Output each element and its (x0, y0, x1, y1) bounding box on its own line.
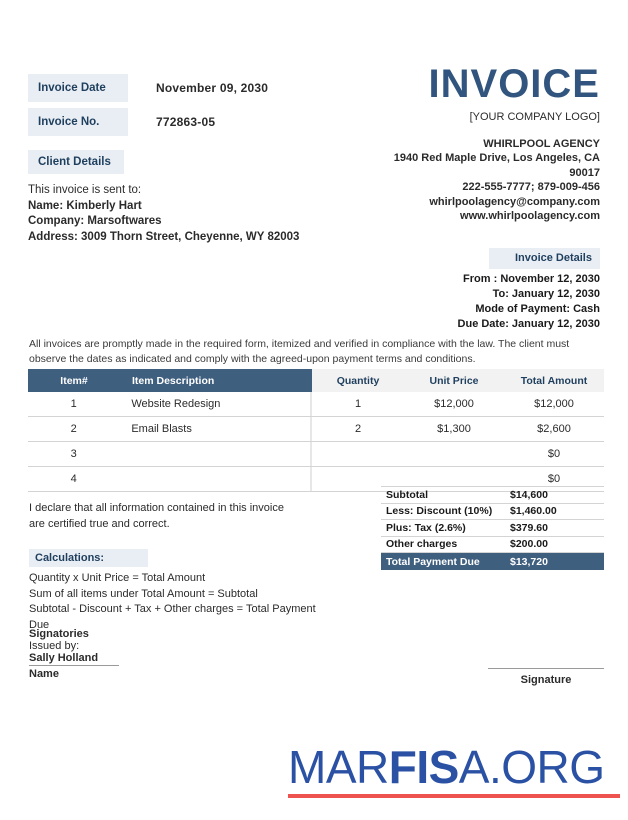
signatories-block (29, 628, 289, 680)
cell-item-number: 4 (70, 473, 77, 485)
company-info-block (330, 110, 600, 224)
items-table (28, 369, 604, 492)
totals-row-total-payment-due (381, 553, 604, 570)
header-unit-price: Unit Price (429, 374, 479, 387)
cell-total-amount: $2,600 (537, 423, 571, 435)
calculation-line: Quantity x Unit Price = Total Amount (29, 572, 206, 584)
calculations-title: Calculations: (29, 549, 148, 567)
disclaimer-text: All invoices are promptly made in the required form, itemized and verified in compliance with the law. The client must observe the dates as indicated and comply with the agreed-upon payment terms and conditions. (29, 338, 570, 365)
client-details-lines (28, 183, 368, 245)
client-name: Name: Kimberly Hart (28, 199, 142, 212)
cell-total-amount: $0 (547, 473, 561, 485)
company-logo-placeholder: [YOUR COMPANY LOGO] (469, 111, 600, 123)
footer-logo-part3: A.ORG (458, 741, 605, 793)
header-item-number: Item# (60, 374, 88, 387)
invoice-date-row (28, 74, 358, 102)
items-header-left (28, 369, 312, 392)
table-row-right (312, 442, 604, 466)
calculations-lines (29, 571, 319, 633)
client-details-title: Client Details (28, 150, 124, 174)
signature-label: Signature (520, 674, 572, 686)
totals-label: Plus: Tax (2.6%) (386, 521, 466, 534)
company-email: whirlpoolagency@company.com (429, 195, 600, 208)
table-row[interactable] (28, 392, 604, 417)
totals-row-tax (381, 520, 604, 537)
table-row-left (28, 442, 312, 466)
footer-logo-part1: MAR (288, 741, 389, 793)
client-address: Address: 3009 Thorn Street, Cheyenne, WY 82003 (28, 230, 300, 243)
totals-value: $1,460.00 (510, 505, 557, 518)
name-label: Name (29, 668, 59, 680)
table-row[interactable] (28, 417, 604, 442)
table-row[interactable] (28, 442, 604, 467)
cell-unit-price: $1,300 (437, 423, 471, 435)
calculations-block (29, 548, 319, 633)
cell-item-number: 2 (70, 423, 77, 435)
cell-quantity: 2 (354, 423, 362, 435)
table-row-left (28, 392, 312, 416)
totals-value: $14,600 (510, 488, 548, 501)
declaration-text: I declare that all information contained in this invoice are certified true and correct. (29, 502, 284, 530)
signature-block (488, 668, 604, 686)
invoice-details-block (370, 248, 600, 332)
issued-by-label: Issued by: (29, 640, 80, 652)
table-row-right (312, 417, 604, 441)
invoice-details-to: To: January 12, 2030 (492, 288, 600, 300)
invoice-date-value: November 09, 2030 (156, 81, 269, 95)
cell-unit-price: $12,000 (434, 398, 474, 410)
totals-value: $13,720 (510, 555, 548, 568)
table-row-left (28, 467, 312, 491)
invoice-no-value: 772863-05 (156, 115, 216, 129)
signatories-title: Signatories (29, 628, 89, 640)
company-address-line2: 90017 (569, 166, 600, 179)
company-address-line1: 1940 Red Maple Drive, Los Angeles, CA (393, 152, 600, 164)
totals-label: Other charges (386, 538, 458, 551)
header-quantity: Quantity (336, 374, 380, 387)
invoice-details-from: From : November 12, 2030 (463, 273, 600, 285)
table-row-right (312, 392, 604, 416)
cell-item-description: Website Redesign (131, 398, 221, 410)
header-total-amount: Total Amount (520, 374, 588, 387)
page-title: INVOICE (428, 62, 600, 106)
issuer-name: Sally Holland (29, 652, 119, 666)
client-sent-to: This invoice is sent to: (28, 184, 142, 196)
totals-row-subtotal (381, 487, 604, 504)
signature-line (488, 668, 604, 670)
totals-row-other-charges (381, 537, 604, 554)
invoice-details-title: Invoice Details (489, 248, 600, 269)
client-details-block (28, 150, 368, 245)
footer-logo-underline (288, 794, 620, 798)
company-phone: 222-555-7777; 879-009-456 (462, 181, 600, 193)
cell-item-number: 1 (70, 398, 77, 410)
footer-logo-text (288, 742, 620, 792)
cell-item-number: 3 (70, 448, 77, 460)
calculation-line: Sum of all items under Total Amount = Subtotal (29, 587, 258, 600)
invoice-no-label: Invoice No. (28, 108, 128, 136)
cell-item-description: Email Blasts (131, 423, 192, 435)
totals-label: Total Payment Due (386, 555, 480, 568)
invoice-date-label: Invoice Date (28, 74, 128, 102)
invoice-meta-block (28, 74, 358, 142)
totals-value: $379.60 (510, 521, 548, 534)
invoice-details-due-date: Due Date: January 12, 2030 (457, 318, 600, 330)
cell-quantity: 1 (354, 398, 362, 410)
items-header-right (312, 369, 604, 392)
totals-label: Less: Discount (10%) (386, 505, 493, 518)
footer-logo (288, 742, 620, 798)
footer-logo-part2: FIS (388, 741, 459, 793)
table-row-left (28, 417, 312, 441)
header-item-description: Item Description (132, 374, 215, 387)
company-name: WHIRLPOOL AGENCY (483, 137, 600, 150)
totals-table (381, 486, 604, 570)
calculation-line: Subtotal - Discount + Tax + Other charges = Total Payment Due (29, 603, 316, 631)
cell-total-amount: $0 (547, 448, 561, 460)
totals-value: $200.00 (510, 538, 548, 551)
totals-row-discount (381, 504, 604, 521)
company-website: www.whirlpoolagency.com (460, 210, 600, 222)
totals-label: Subtotal (386, 488, 428, 501)
invoice-details-mode-of-payment: Mode of Payment: Cash (475, 303, 600, 315)
cell-total-amount: $12,000 (534, 398, 574, 410)
items-table-header (28, 369, 604, 392)
client-company: Company: Marsoftwares (28, 215, 162, 227)
invoice-no-row (28, 108, 358, 136)
